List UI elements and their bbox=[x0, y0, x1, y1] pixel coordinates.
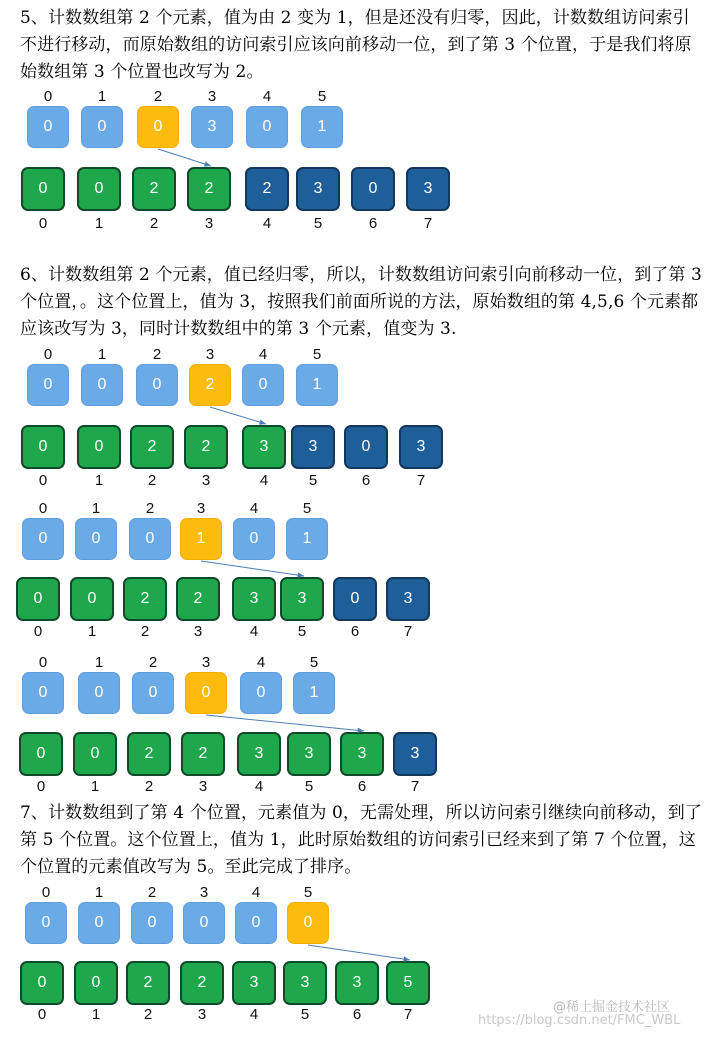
array-index-label: 3 bbox=[204, 215, 214, 232]
array-cell-sorted: 0 bbox=[73, 732, 117, 776]
step-5-paragraph: 5、计数数组第 2 个元素，值为由 2 变为 1，但是还没有归零，因此，计数数组访问索引不进行移动，而原始数组的访问索引应该向前移动一位，到了第 3 个位置，于是我们将原始数组第 3 个位置也改写为 2。 bbox=[20, 8, 692, 82]
array-cell-sorted: 0 bbox=[21, 167, 65, 211]
pointer-arrow bbox=[201, 561, 304, 576]
array-index-label: 2 bbox=[143, 1006, 153, 1023]
array-cell-sorted: 0 bbox=[70, 577, 114, 621]
array-cell-original: 3 bbox=[393, 732, 437, 776]
count-index-label: 3 bbox=[201, 654, 211, 671]
array-index-label: 1 bbox=[90, 778, 100, 795]
count-index-label: 2 bbox=[148, 654, 158, 671]
array-cell-sorted: 2 bbox=[184, 425, 228, 469]
array-index-label: 3 bbox=[198, 778, 208, 795]
array-index-label: 5 bbox=[300, 1006, 310, 1023]
array-cell-sorted: 3 bbox=[335, 961, 379, 1005]
array-index-label: 7 bbox=[423, 215, 433, 232]
array-index-label: 3 bbox=[193, 623, 203, 640]
count-cell: 1 bbox=[301, 106, 343, 148]
count-cell: 0 bbox=[129, 518, 171, 560]
array-cell-original: 3 bbox=[406, 167, 450, 211]
count-index-label: 2 bbox=[145, 500, 155, 517]
array-cell-sorted: 0 bbox=[20, 961, 64, 1005]
array-cell-sorted: 3 bbox=[232, 961, 276, 1005]
count-cell: 0 bbox=[78, 902, 120, 944]
array-index-label: 4 bbox=[262, 215, 272, 232]
count-index-label: 2 bbox=[152, 346, 162, 363]
step-6-paragraph: 6、计数数组第 2 个元素，值已经归零，所以，计数数组访问索引向前移动一位，到了第 3 个位置，。这个位置上，值为 3，按照我们前面所说的方法，原始数组的第 4,5,6 个元素都应该改写为 3，同时计数数组中的第 3 个元素，值变为 3. bbox=[20, 265, 702, 339]
count-index-label: 3 bbox=[199, 884, 209, 901]
count-index-label: 4 bbox=[249, 500, 259, 517]
count-index-label: 2 bbox=[147, 884, 157, 901]
array-cell-sorted: 2 bbox=[181, 732, 225, 776]
count-index-label: 3 bbox=[205, 346, 215, 363]
array-index-label: 5 bbox=[313, 215, 323, 232]
count-index-label: 1 bbox=[94, 884, 104, 901]
array-index-label: 7 bbox=[403, 623, 413, 640]
count-cell: 0 bbox=[132, 672, 174, 714]
array-cell-sorted: 2 bbox=[126, 961, 170, 1005]
array-index-label: 1 bbox=[94, 215, 104, 232]
array-index-label: 4 bbox=[249, 623, 259, 640]
array-index-label: 0 bbox=[33, 623, 43, 640]
count-index-label: 3 bbox=[196, 500, 206, 517]
array-cell-sorted: 3 bbox=[283, 961, 327, 1005]
count-index-label: 2 bbox=[153, 88, 163, 105]
array-cell-sorted: 3 bbox=[242, 425, 286, 469]
arrow-head-icon bbox=[259, 420, 266, 425]
count-cell-active: 0 bbox=[185, 672, 227, 714]
count-cell: 3 bbox=[191, 106, 233, 148]
count-index-label: 4 bbox=[258, 346, 268, 363]
array-index-label: 6 bbox=[368, 215, 378, 232]
step-7-paragraph: 7、计数数组到了第 4 个位置，元素值为 0，无需处理，所以访问索引继续向前移动，到了第 5 个位置。这个位置上，值为 1，此时原始数组的访问索引已经来到了第 7 个位置，这个位置的元素值改写为 5。至此完成了排序。 bbox=[20, 803, 702, 877]
array-index-label: 5 bbox=[304, 778, 314, 795]
count-index-label: 0 bbox=[41, 884, 51, 901]
count-cell: 0 bbox=[233, 518, 275, 560]
count-cell: 0 bbox=[81, 364, 123, 406]
count-index-label: 3 bbox=[207, 88, 217, 105]
array-index-label: 2 bbox=[149, 215, 159, 232]
count-cell: 0 bbox=[240, 672, 282, 714]
array-index-label: 0 bbox=[37, 1006, 47, 1023]
array-index-label: 0 bbox=[38, 472, 48, 489]
array-index-label: 1 bbox=[91, 1006, 101, 1023]
count-index-label: 1 bbox=[97, 346, 107, 363]
array-index-label: 2 bbox=[144, 778, 154, 795]
count-index-label: 0 bbox=[43, 346, 53, 363]
array-index-label: 2 bbox=[147, 472, 157, 489]
array-index-label: 4 bbox=[249, 1006, 259, 1023]
array-cell-sorted: 3 bbox=[287, 732, 331, 776]
array-cell-sorted: 0 bbox=[19, 732, 63, 776]
array-index-label: 0 bbox=[38, 215, 48, 232]
count-index-label: 4 bbox=[251, 884, 261, 901]
array-cell-sorted: 0 bbox=[77, 425, 121, 469]
array-cell-sorted: 2 bbox=[130, 425, 174, 469]
array-cell-original: 0 bbox=[351, 167, 395, 211]
array-index-label: 1 bbox=[87, 623, 97, 640]
array-cell-sorted: 5 bbox=[386, 961, 430, 1005]
arrow-head-icon bbox=[204, 161, 211, 166]
count-cell-active: 2 bbox=[189, 364, 231, 406]
array-cell-original: 0 bbox=[333, 577, 377, 621]
count-cell: 0 bbox=[136, 364, 178, 406]
pointer-arrow bbox=[308, 945, 410, 960]
count-index-label: 1 bbox=[94, 654, 104, 671]
count-index-label: 0 bbox=[38, 500, 48, 517]
array-cell-sorted: 0 bbox=[74, 961, 118, 1005]
array-index-label: 7 bbox=[416, 472, 426, 489]
pointer-arrow bbox=[206, 715, 364, 731]
array-cell-sorted: 3 bbox=[232, 577, 276, 621]
count-cell: 0 bbox=[27, 106, 69, 148]
array-cell-sorted: 3 bbox=[340, 732, 384, 776]
array-cell-original: 3 bbox=[386, 577, 430, 621]
count-cell: 1 bbox=[286, 518, 328, 560]
count-cell: 0 bbox=[78, 672, 120, 714]
array-index-label: 7 bbox=[410, 778, 420, 795]
array-index-label: 5 bbox=[308, 472, 318, 489]
count-cell: 0 bbox=[183, 902, 225, 944]
array-index-label: 1 bbox=[94, 472, 104, 489]
count-cell-active: 1 bbox=[180, 518, 222, 560]
array-index-label: 5 bbox=[297, 623, 307, 640]
count-cell: 0 bbox=[22, 672, 64, 714]
array-index-label: 6 bbox=[357, 778, 367, 795]
array-index-label: 7 bbox=[403, 1006, 413, 1023]
array-cell-original: 3 bbox=[291, 425, 335, 469]
pointer-arrow bbox=[210, 407, 266, 424]
count-cell: 0 bbox=[22, 518, 64, 560]
count-cell: 0 bbox=[81, 106, 123, 148]
array-cell-sorted: 3 bbox=[280, 577, 324, 621]
count-cell: 0 bbox=[25, 902, 67, 944]
count-index-label: 0 bbox=[43, 88, 53, 105]
count-index-label: 5 bbox=[303, 884, 313, 901]
array-cell-sorted: 3 bbox=[237, 732, 281, 776]
array-index-label: 4 bbox=[259, 472, 269, 489]
watermark-url: https://blog.csdn.net/FMC_WBL bbox=[478, 1013, 681, 1028]
array-index-label: 3 bbox=[201, 472, 211, 489]
array-cell-sorted: 2 bbox=[180, 961, 224, 1005]
count-cell: 0 bbox=[131, 902, 173, 944]
count-index-label: 0 bbox=[38, 654, 48, 671]
count-index-label: 5 bbox=[312, 346, 322, 363]
array-index-label: 2 bbox=[140, 623, 150, 640]
array-cell-sorted: 2 bbox=[127, 732, 171, 776]
array-cell-sorted: 0 bbox=[77, 167, 121, 211]
count-index-label: 1 bbox=[91, 500, 101, 517]
count-cell-active: 0 bbox=[137, 106, 179, 148]
count-cell: 0 bbox=[235, 902, 277, 944]
count-cell: 0 bbox=[246, 106, 288, 148]
array-cell-original: 2 bbox=[245, 167, 289, 211]
array-index-label: 3 bbox=[197, 1006, 207, 1023]
count-index-label: 5 bbox=[309, 654, 319, 671]
count-index-label: 5 bbox=[302, 500, 312, 517]
watermark-site: @稀土掘金技术社区 bbox=[553, 1000, 671, 1015]
count-cell: 0 bbox=[27, 364, 69, 406]
array-cell-original: 3 bbox=[399, 425, 443, 469]
count-cell: 0 bbox=[242, 364, 284, 406]
array-index-label: 6 bbox=[350, 623, 360, 640]
array-index-label: 6 bbox=[352, 1006, 362, 1023]
count-cell: 0 bbox=[75, 518, 117, 560]
count-cell: 1 bbox=[293, 672, 335, 714]
array-cell-sorted: 2 bbox=[176, 577, 220, 621]
array-index-label: 6 bbox=[361, 472, 371, 489]
count-index-label: 1 bbox=[97, 88, 107, 105]
count-cell: 1 bbox=[296, 364, 338, 406]
array-cell-original: 3 bbox=[296, 167, 340, 211]
array-cell-sorted: 2 bbox=[187, 167, 231, 211]
count-index-label: 4 bbox=[256, 654, 266, 671]
pointer-arrow bbox=[158, 149, 211, 166]
array-cell-sorted: 2 bbox=[132, 167, 176, 211]
array-index-label: 4 bbox=[254, 778, 264, 795]
array-cell-sorted: 0 bbox=[21, 425, 65, 469]
array-cell-original: 0 bbox=[344, 425, 388, 469]
count-cell-active: 0 bbox=[287, 902, 329, 944]
count-index-label: 4 bbox=[262, 88, 272, 105]
array-cell-sorted: 2 bbox=[123, 577, 167, 621]
count-index-label: 5 bbox=[317, 88, 327, 105]
array-cell-sorted: 0 bbox=[16, 577, 60, 621]
array-index-label: 0 bbox=[36, 778, 46, 795]
